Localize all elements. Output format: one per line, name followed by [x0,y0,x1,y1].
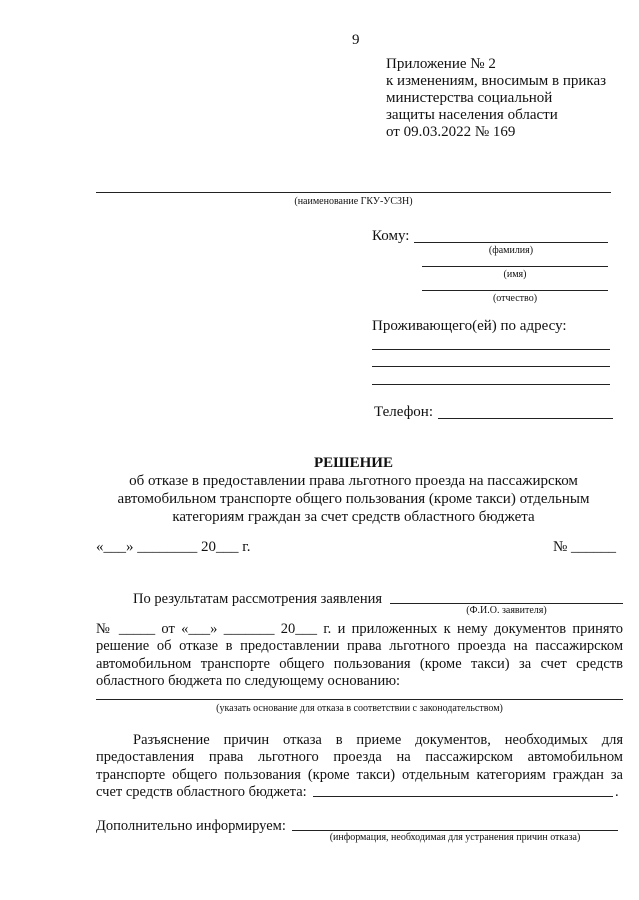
org-name-caption: (наименование ГКУ-УСЗН) [294,196,413,207]
address-line-2[interactable] [372,366,610,367]
decision-subtitle-3: категориям граждан за счет средств областного бюджета [172,509,535,525]
surname-field[interactable] [414,242,608,243]
body-p2-line-3: транспорте общего пользования (кроме такси) отдельным категориям граждан за [96,767,623,783]
phone-label: Телефон: [374,404,433,420]
body-p2-line-2: предоставления права льготного проезда на пассажирском автомобильном [96,749,623,765]
body-p1-line-3: решение об отказе в предоставлении права льготного проезда на пассажирском [96,638,623,654]
surname-caption: (фамилия) [488,245,534,256]
decision-subtitle-2: автомобильном транспорте общего пользования (кроме такси) отдельным [117,491,590,507]
name-field[interactable] [422,266,608,267]
to-label: Кому: [372,228,410,244]
body-p2-end: . [615,784,619,800]
body-p1-line-1: По результатам рассмотрения заявления [133,591,383,607]
appendix-line-1: Приложение № 2 [386,56,496,72]
body-p2-line-4: счет средств областного бюджета: [96,784,307,800]
address-line-3[interactable] [372,384,610,385]
decision-number[interactable]: № ______ [553,539,617,555]
body-p2-line-1: Разъяснение причин отказа в приеме документов, необходимых для [133,732,623,748]
decision-title: РЕШЕНИЕ [314,455,393,471]
phone-field[interactable] [438,418,613,419]
reason-field[interactable] [96,699,623,700]
explanation-field[interactable] [313,796,613,797]
body-p1-line-5: областного бюджета по следующему основанию: [96,673,401,689]
reason-caption: (указать основание для отказа в соответствии с законодательством) [216,703,503,714]
name-caption: (имя) [503,269,527,280]
appendix-line-3: министерства социальной [386,90,553,106]
decision-subtitle-1: об отказе в предоставлении права льготного проезда на пассажирском [129,473,578,489]
appendix-line-5: от 09.03.2022 № 169 [386,124,516,140]
applicant-name-field[interactable] [390,603,623,604]
applicant-caption: (Ф.И.О. заявителя) [466,605,547,616]
address-label: Проживающего(ей) по адресу: [372,318,567,334]
body-p1-line-4: автомобильном транспорте общего пользования (кроме такси) за счет средств [96,656,623,672]
page-number: 9 [352,32,360,48]
body-p3-line-1: Дополнительно информируем: [96,818,286,834]
info-caption: (информация, необходимая для устранения причин отказа) [329,832,581,843]
appendix-line-4: защиты населения области [386,107,558,123]
appendix-block [386,56,606,141]
patronymic-field[interactable] [422,290,608,291]
patronymic-caption: (отчество) [492,293,538,304]
address-line-1[interactable] [372,349,610,350]
appendix-line-2: к изменениям, вносимым в приказ [386,73,607,89]
body-p1-line-2: № _____ от «___» _______ 20___ г. и приложенных к нему документов принято [96,621,623,637]
decision-date[interactable]: «___» ________ 20___ г. [96,539,251,555]
org-name-field[interactable] [96,192,611,193]
additional-info-field[interactable] [292,830,618,831]
